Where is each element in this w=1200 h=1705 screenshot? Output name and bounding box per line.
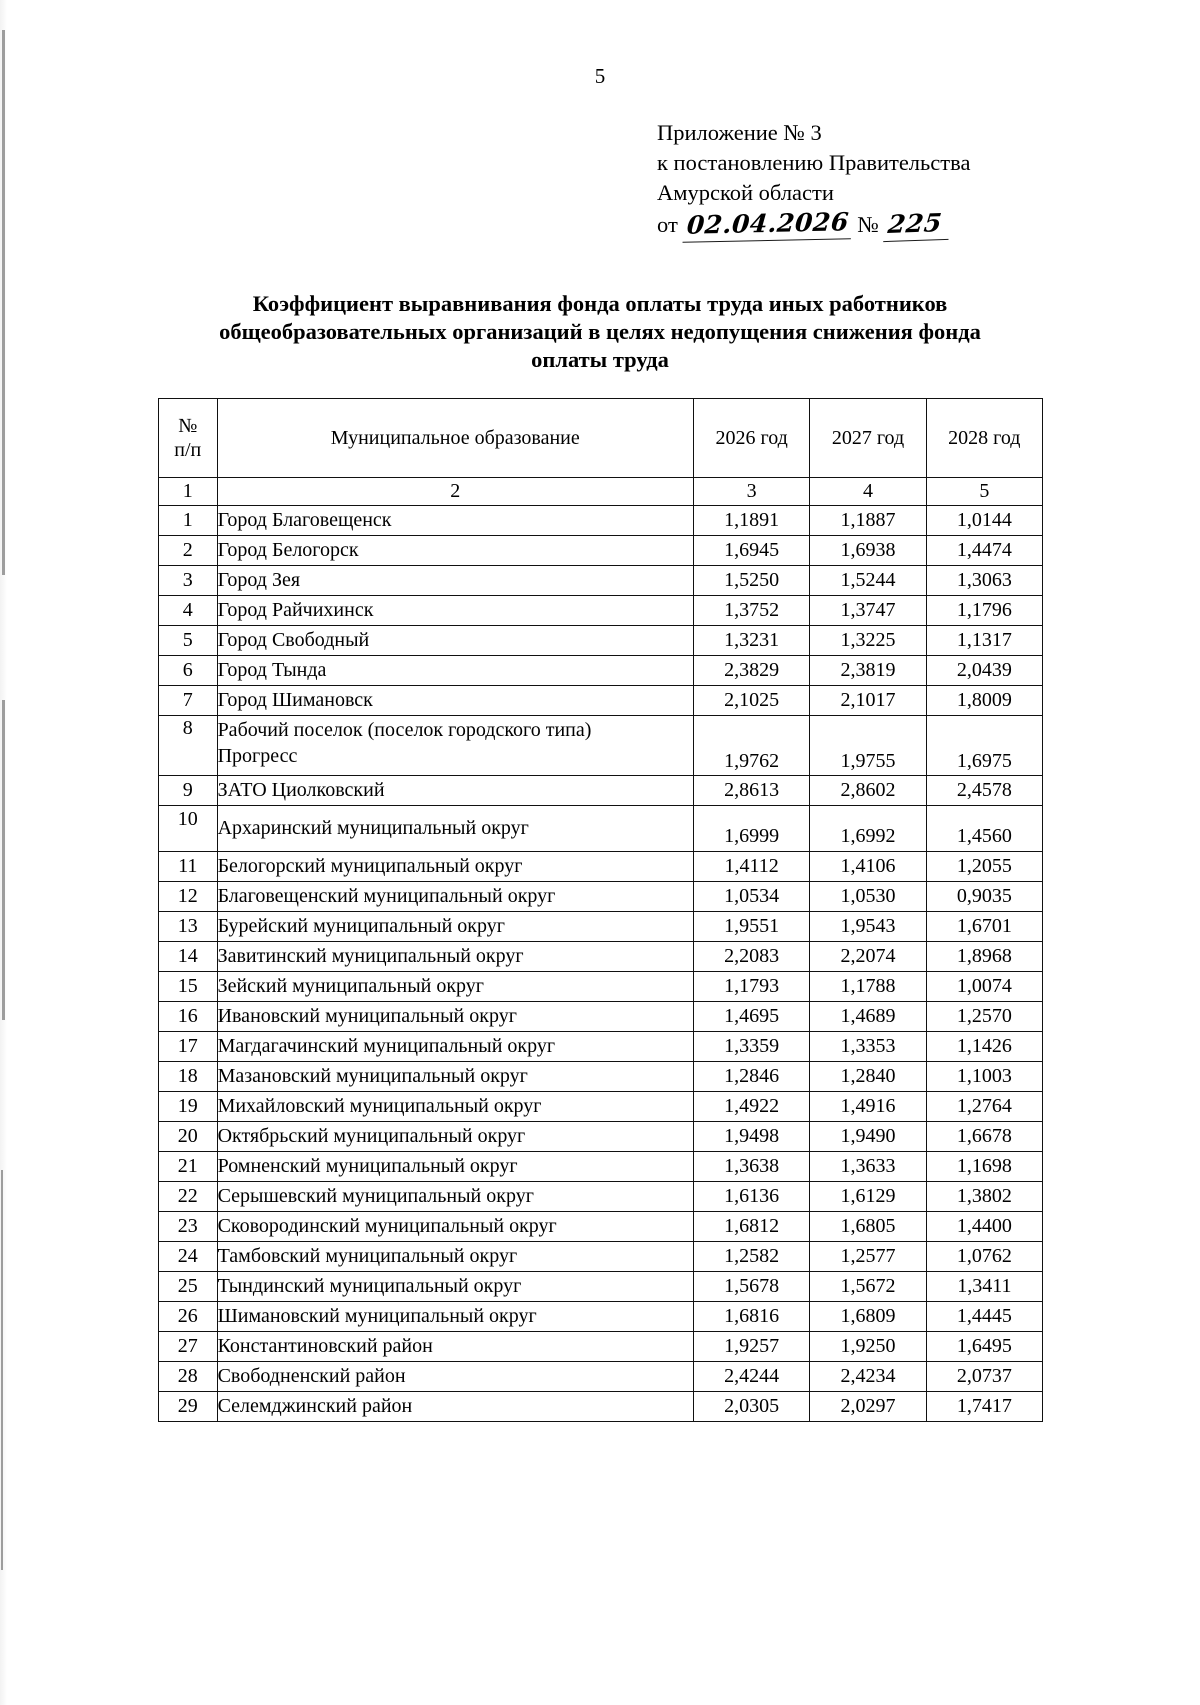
column-index-1: 1 — [159, 478, 218, 506]
table-header — [159, 399, 1043, 506]
value-2027-cell: 1,5244 — [810, 566, 926, 596]
table-row — [159, 656, 1043, 686]
table-row — [159, 686, 1043, 716]
value-2027-cell: 2,4234 — [810, 1362, 926, 1392]
row-number-cell: 25 — [159, 1272, 218, 1302]
value-2028-cell: 1,1426 — [926, 1032, 1042, 1062]
header-cell-year-2027: 2027 год — [810, 399, 926, 478]
value-2027-cell: 1,4689 — [810, 1002, 926, 1032]
value-2026-cell: 2,0305 — [694, 1392, 810, 1422]
municipality-name-cell: Ромненский муниципальный округ — [217, 1152, 693, 1182]
value-2026-cell: 1,6812 — [694, 1212, 810, 1242]
table-row — [159, 1122, 1043, 1152]
value-2027-cell: 1,2577 — [810, 1242, 926, 1272]
value-2026-cell: 2,8613 — [694, 776, 810, 806]
row-number-cell: 14 — [159, 942, 218, 972]
municipality-name-cell: Город Райчихинск — [217, 596, 693, 626]
value-2026-cell: 1,6945 — [694, 536, 810, 566]
municipality-name-cell: Ивановский муниципальный округ — [217, 1002, 693, 1032]
table-column-number-row — [159, 478, 1043, 506]
municipality-name-line-2: Прогресс — [217, 745, 298, 767]
handwritten-date: 02.04.2026 — [682, 207, 853, 243]
column-index-5: 5 — [926, 478, 1042, 506]
table-row — [159, 1062, 1043, 1092]
value-2026-cell: 1,4922 — [694, 1092, 810, 1122]
municipality-name-cell: Селемджинский район — [217, 1392, 693, 1422]
municipality-name-cell: ЗАТО Циолковский — [217, 776, 693, 806]
value-2027-cell: 1,3225 — [810, 626, 926, 656]
municipality-name-cell: Октябрьский муниципальный округ — [217, 1122, 693, 1152]
table-row — [159, 1392, 1043, 1422]
page-title — [150, 290, 1050, 374]
header-number-abbrev: п/п — [174, 439, 202, 461]
value-2026-cell: 1,9551 — [694, 912, 810, 942]
document-header — [657, 118, 970, 241]
number-symbol: № — [857, 212, 879, 237]
value-2028-cell: 1,6975 — [926, 716, 1042, 776]
table-header-row — [159, 399, 1043, 478]
table-row — [159, 1332, 1043, 1362]
value-2026-cell: 1,3752 — [694, 596, 810, 626]
row-number-cell: 23 — [159, 1212, 218, 1242]
table-row — [159, 942, 1043, 972]
value-2027-cell: 1,0530 — [810, 882, 926, 912]
value-2026-cell: 1,3638 — [694, 1152, 810, 1182]
municipality-name-cell — [217, 716, 693, 776]
municipality-name-line-1: Рабочий поселок (поселок городского типа) — [217, 719, 592, 741]
municipality-name-cell: Город Шимановск — [217, 686, 693, 716]
value-2026-cell: 1,1793 — [694, 972, 810, 1002]
value-2028-cell: 1,1003 — [926, 1062, 1042, 1092]
table-body — [159, 506, 1043, 1422]
row-number-cell: 1 — [159, 506, 218, 536]
value-2028-cell: 1,6678 — [926, 1122, 1042, 1152]
title-line-1: Коэффициент выравнивания фонда оплаты труда иных работников — [252, 291, 948, 316]
value-2028-cell: 1,6701 — [926, 912, 1042, 942]
row-number-cell: 8 — [159, 716, 218, 776]
municipality-name-cell: Михайловский муниципальный округ — [217, 1092, 693, 1122]
municipality-name-cell: Белогорский муниципальный округ — [217, 852, 693, 882]
table-row — [159, 852, 1043, 882]
value-2028-cell: 1,1698 — [926, 1152, 1042, 1182]
row-number-cell: 2 — [159, 536, 218, 566]
value-2028-cell: 1,0762 — [926, 1242, 1042, 1272]
value-2026-cell: 1,3231 — [694, 626, 810, 656]
value-2027-cell: 2,0297 — [810, 1392, 926, 1422]
table-row — [159, 566, 1043, 596]
row-number-cell: 6 — [159, 656, 218, 686]
value-2028-cell: 1,8968 — [926, 942, 1042, 972]
value-2026-cell: 1,1891 — [694, 506, 810, 536]
table-row — [159, 1182, 1043, 1212]
municipality-name-cell: Шимановский муниципальный округ — [217, 1302, 693, 1332]
value-2027-cell: 1,3747 — [810, 596, 926, 626]
title-line-3: оплаты труда — [531, 347, 669, 372]
municipality-name-cell: Сковородинский муниципальный округ — [217, 1212, 693, 1242]
value-2026-cell: 1,0534 — [694, 882, 810, 912]
coefficients-table — [158, 398, 1043, 1422]
row-number-cell: 16 — [159, 1002, 218, 1032]
value-2028-cell: 0,9035 — [926, 882, 1042, 912]
row-number-cell: 5 — [159, 626, 218, 656]
value-2026-cell: 1,3359 — [694, 1032, 810, 1062]
municipality-name-cell: Завитинский муниципальный округ — [217, 942, 693, 972]
value-2026-cell: 1,6136 — [694, 1182, 810, 1212]
row-number-cell: 4 — [159, 596, 218, 626]
row-number-cell: 12 — [159, 882, 218, 912]
municipality-name-cell: Зейский муниципальный округ — [217, 972, 693, 1002]
value-2028-cell: 1,2570 — [926, 1002, 1042, 1032]
value-2026-cell: 2,3829 — [694, 656, 810, 686]
value-2027-cell: 1,1788 — [810, 972, 926, 1002]
value-2026-cell: 1,9762 — [694, 716, 810, 776]
value-2027-cell: 2,3819 — [810, 656, 926, 686]
value-2026-cell: 2,2083 — [694, 942, 810, 972]
value-2028-cell: 1,1317 — [926, 626, 1042, 656]
decree-reference-line: к постановлению Правительства — [657, 150, 971, 175]
table-row — [159, 596, 1043, 626]
value-2027-cell: 1,6992 — [810, 806, 926, 852]
scan-margin-mark — [2, 700, 5, 1020]
value-2026-cell: 1,4695 — [694, 1002, 810, 1032]
date-prefix-label: от — [657, 212, 678, 237]
municipality-name-cell: Город Зея — [217, 566, 693, 596]
scan-margin-mark — [1, 1170, 3, 1570]
table-row — [159, 626, 1043, 656]
value-2026-cell: 2,1025 — [694, 686, 810, 716]
row-number-cell: 9 — [159, 776, 218, 806]
value-2026-cell: 1,9498 — [694, 1122, 810, 1152]
table-row — [159, 1362, 1043, 1392]
table-row — [159, 1302, 1043, 1332]
value-2028-cell: 1,7417 — [926, 1392, 1042, 1422]
row-number-cell: 27 — [159, 1332, 218, 1362]
value-2027-cell: 1,6805 — [810, 1212, 926, 1242]
row-number-cell: 28 — [159, 1362, 218, 1392]
column-index-3: 3 — [694, 478, 810, 506]
table-row — [159, 1092, 1043, 1122]
value-2027-cell: 1,6129 — [810, 1182, 926, 1212]
table-row — [159, 506, 1043, 536]
value-2028-cell: 1,4560 — [926, 806, 1042, 852]
municipality-name-cell: Тындинский муниципальный округ — [217, 1272, 693, 1302]
row-number-cell: 17 — [159, 1032, 218, 1062]
row-number-cell: 19 — [159, 1092, 218, 1122]
municipality-name-cell: Тамбовский муниципальный округ — [217, 1242, 693, 1272]
row-number-cell: 21 — [159, 1152, 218, 1182]
row-number-cell: 3 — [159, 566, 218, 596]
table-row — [159, 1242, 1043, 1272]
value-2027-cell: 2,2074 — [810, 942, 926, 972]
municipality-name-cell: Серышевский муниципальный округ — [217, 1182, 693, 1212]
value-2027-cell: 1,3633 — [810, 1152, 926, 1182]
row-number-cell: 7 — [159, 686, 218, 716]
value-2028-cell: 1,0074 — [926, 972, 1042, 1002]
table-row — [159, 972, 1043, 1002]
municipality-name-cell: Город Благовещенск — [217, 506, 693, 536]
municipality-name-cell: Город Свободный — [217, 626, 693, 656]
value-2027-cell: 1,2840 — [810, 1062, 926, 1092]
value-2027-cell: 1,4916 — [810, 1092, 926, 1122]
municipality-name-cell: Свободненский район — [217, 1362, 693, 1392]
value-2026-cell: 1,5678 — [694, 1272, 810, 1302]
value-2028-cell: 1,4445 — [926, 1302, 1042, 1332]
table-row — [159, 1152, 1043, 1182]
value-2027-cell: 1,4106 — [810, 852, 926, 882]
scan-margin-mark — [2, 30, 5, 575]
value-2027-cell: 2,8602 — [810, 776, 926, 806]
value-2027-cell: 1,6809 — [810, 1302, 926, 1332]
value-2027-cell: 1,5672 — [810, 1272, 926, 1302]
value-2027-cell: 1,9543 — [810, 912, 926, 942]
value-2026-cell: 1,5250 — [694, 566, 810, 596]
value-2026-cell: 1,6816 — [694, 1302, 810, 1332]
municipality-name-cell: Город Тында — [217, 656, 693, 686]
row-number-cell: 11 — [159, 852, 218, 882]
value-2026-cell: 1,9257 — [694, 1332, 810, 1362]
region-name: Амурской области — [657, 180, 834, 205]
value-2027-cell: 1,9490 — [810, 1122, 926, 1152]
row-number-cell: 29 — [159, 1392, 218, 1422]
value-2028-cell: 2,0737 — [926, 1362, 1042, 1392]
value-2027-cell: 1,9755 — [810, 716, 926, 776]
value-2026-cell: 1,2582 — [694, 1242, 810, 1272]
municipality-name-cell: Константиновский район — [217, 1332, 693, 1362]
value-2026-cell: 1,6999 — [694, 806, 810, 852]
table-row — [159, 1002, 1043, 1032]
value-2028-cell: 1,4400 — [926, 1212, 1042, 1242]
value-2028-cell: 1,6495 — [926, 1332, 1042, 1362]
row-number-cell: 13 — [159, 912, 218, 942]
value-2028-cell: 1,2764 — [926, 1092, 1042, 1122]
value-2027-cell: 2,1017 — [810, 686, 926, 716]
value-2026-cell: 2,4244 — [694, 1362, 810, 1392]
header-number-symbol: № — [178, 415, 198, 437]
table-row — [159, 716, 1043, 776]
municipality-name-cell: Бурейский муниципальный округ — [217, 912, 693, 942]
header-cell-year-2026: 2026 год — [694, 399, 810, 478]
value-2028-cell: 1,8009 — [926, 686, 1042, 716]
table-row — [159, 1212, 1043, 1242]
value-2027-cell: 1,6938 — [810, 536, 926, 566]
row-number-cell: 20 — [159, 1122, 218, 1152]
title-line-2: общеобразовательных организаций в целях недопущения снижения фонда — [219, 319, 981, 344]
table-row — [159, 1032, 1043, 1062]
value-2028-cell: 1,1796 — [926, 596, 1042, 626]
value-2028-cell: 1,3802 — [926, 1182, 1042, 1212]
row-number-cell: 15 — [159, 972, 218, 1002]
handwritten-decree-number: 225 — [883, 208, 951, 242]
value-2028-cell: 1,4474 — [926, 536, 1042, 566]
column-index-4: 4 — [810, 478, 926, 506]
table-row — [159, 806, 1043, 852]
municipality-name-cell: Город Белогорск — [217, 536, 693, 566]
municipality-name-cell: Благовещенский муниципальный округ — [217, 882, 693, 912]
table-row — [159, 776, 1043, 806]
value-2028-cell: 2,4578 — [926, 776, 1042, 806]
header-cell-year-2028: 2028 год — [926, 399, 1042, 478]
value-2028-cell: 1,3063 — [926, 566, 1042, 596]
appendix-label: Приложение № 3 — [657, 120, 822, 145]
row-number-cell: 24 — [159, 1242, 218, 1272]
value-2028-cell: 2,0439 — [926, 656, 1042, 686]
value-2027-cell: 1,9250 — [810, 1332, 926, 1362]
row-number-cell: 10 — [159, 806, 218, 852]
value-2028-cell: 1,3411 — [926, 1272, 1042, 1302]
page-number: 5 — [594, 64, 606, 88]
decree-date-line — [657, 209, 970, 241]
table-row — [159, 882, 1043, 912]
value-2028-cell: 1,0144 — [926, 506, 1042, 536]
value-2028-cell: 1,2055 — [926, 852, 1042, 882]
table-row — [159, 1272, 1043, 1302]
row-number-cell: 22 — [159, 1182, 218, 1212]
municipality-name-cell: Архаринский муниципальный округ — [217, 806, 693, 852]
municipality-name-cell: Мазановский муниципальный округ — [217, 1062, 693, 1092]
header-cell-municipality: Муниципальное образование — [217, 399, 693, 478]
row-number-cell: 26 — [159, 1302, 218, 1332]
table-row — [159, 536, 1043, 566]
value-2026-cell: 1,4112 — [694, 852, 810, 882]
header-cell-number — [159, 399, 218, 478]
municipality-name-cell: Магдагачинский муниципальный округ — [217, 1032, 693, 1062]
value-2027-cell: 1,3353 — [810, 1032, 926, 1062]
value-2027-cell: 1,1887 — [810, 506, 926, 536]
column-index-2: 2 — [217, 478, 693, 506]
table-row — [159, 912, 1043, 942]
value-2026-cell: 1,2846 — [694, 1062, 810, 1092]
row-number-cell: 18 — [159, 1062, 218, 1092]
